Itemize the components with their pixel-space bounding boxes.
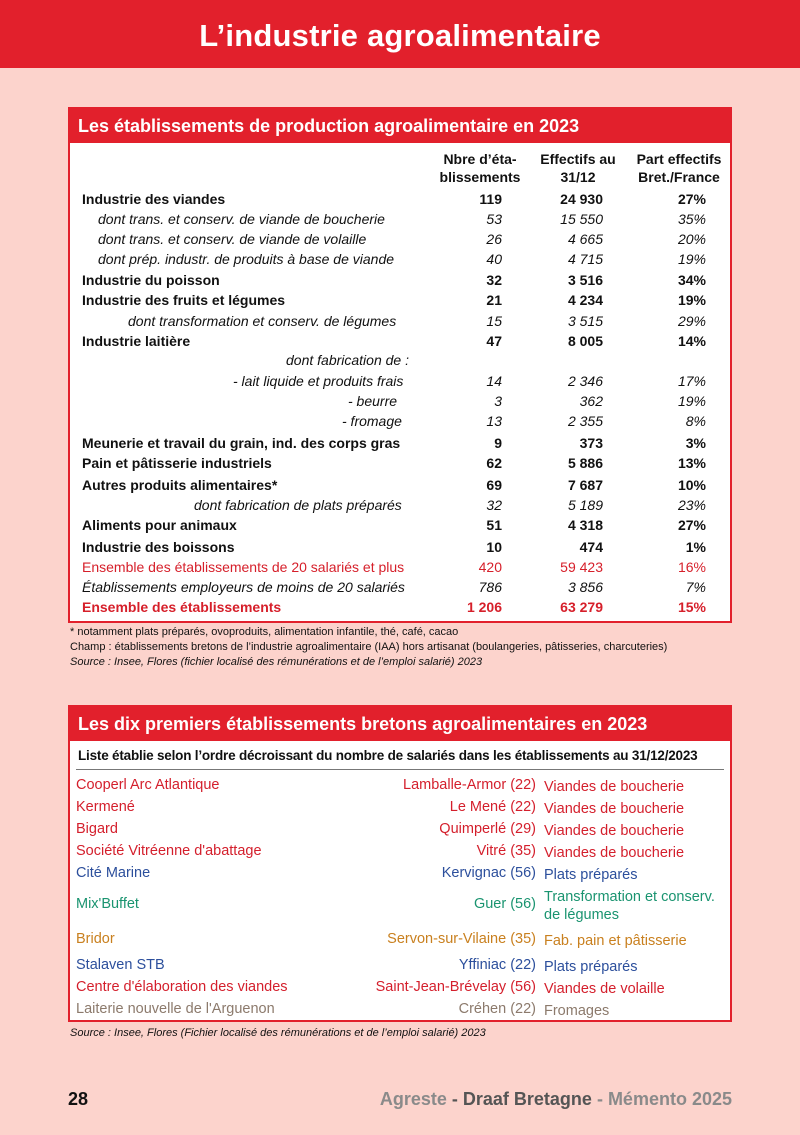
footer-sep-2: - bbox=[591, 1089, 608, 1109]
row-staff: 474 bbox=[579, 539, 603, 555]
row-establishments: 53 bbox=[486, 211, 502, 227]
top-ten-table bbox=[68, 705, 732, 1022]
top-ten-source: Source : Insee, Flores (Fichier localisé des rémunérations et de l’emploi salarié) 2023 bbox=[70, 1027, 486, 1039]
header-share-line1: Part effectifs bbox=[636, 151, 722, 167]
top-ten-subtitle: Liste établie selon l’ordre décroissant du nombre de salariés dans les établissements au 31/12/2023 bbox=[78, 748, 698, 763]
row-label: - beurre bbox=[348, 393, 398, 409]
row-label: Industrie laitière bbox=[82, 333, 191, 349]
row-establishments: 15 bbox=[486, 313, 502, 329]
footer-brand-agreste: Agreste bbox=[379, 1089, 447, 1109]
company-sector: Viandes de boucherie bbox=[544, 779, 685, 795]
row-label: Ensemble des établissements bbox=[82, 599, 282, 615]
row-staff: 63 279 bbox=[560, 599, 603, 615]
header-staff bbox=[528, 150, 628, 186]
row-establishments: 786 bbox=[478, 579, 502, 595]
row-label: dont fabrication de plats préparés bbox=[194, 497, 402, 513]
footer bbox=[68, 1089, 732, 1113]
row-share: 15% bbox=[677, 599, 706, 615]
row-label: Industrie des viandes bbox=[82, 191, 226, 207]
row-label: dont transformation et conserv. de légumes bbox=[128, 313, 397, 329]
row-establishments: 3 bbox=[494, 393, 502, 409]
company-name: Société Vitréenne d'abattage bbox=[76, 843, 262, 859]
row-label: Industrie du poisson bbox=[82, 272, 220, 288]
company-sector: Fromages bbox=[544, 1003, 610, 1019]
production-table-title: Les établissements de production agroalimentaire en 2023 bbox=[70, 109, 730, 143]
company-location: Créhen (22) bbox=[458, 1001, 536, 1017]
row-share: 23% bbox=[677, 497, 706, 513]
company-location: Lamballe-Armor (22) bbox=[403, 777, 536, 793]
company-location: Yffiniac (22) bbox=[458, 957, 536, 973]
company-name: Bigard bbox=[76, 821, 118, 837]
row-share: 16% bbox=[677, 559, 706, 575]
row-share: 19% bbox=[677, 292, 706, 308]
row-share: 19% bbox=[677, 251, 706, 267]
row-staff: 373 bbox=[579, 435, 603, 451]
company-location: Quimperlé (29) bbox=[439, 821, 536, 837]
row-establishments: 420 bbox=[478, 559, 502, 575]
row-staff: 15 550 bbox=[560, 211, 603, 227]
company-name: Cooperl Arc Atlantique bbox=[76, 777, 220, 793]
row-staff: 3 516 bbox=[567, 272, 603, 288]
header-establishments-line2: blissements bbox=[439, 169, 521, 185]
company-name: Bridor bbox=[76, 931, 115, 947]
company-sector: Fab. pain et pâtisserie bbox=[544, 933, 687, 949]
company-name: Mix'Buffet bbox=[76, 896, 139, 912]
company-name: Cité Marine bbox=[76, 865, 151, 881]
company-sector: Viandes de boucherie bbox=[544, 801, 685, 817]
company-sector: Viandes de boucherie bbox=[544, 823, 685, 839]
company-sector: Plats préparés bbox=[544, 959, 638, 975]
footer-brand bbox=[380, 1089, 732, 1110]
row-staff: 5 189 bbox=[567, 497, 603, 513]
note-scope: Champ : établissements bretons de l’industrie agroalimentaire (IAA) hors artisanat (boulangeries, pâtisseries, charcuteries) bbox=[70, 641, 668, 653]
row-staff: 5 886 bbox=[567, 455, 603, 471]
row-establishments: 69 bbox=[486, 477, 502, 493]
row-establishments: 32 bbox=[486, 272, 502, 288]
row-share: 19% bbox=[677, 393, 706, 409]
row-establishments: 13 bbox=[486, 413, 502, 429]
row-share: 7% bbox=[685, 579, 706, 595]
footer-sep-1: - bbox=[446, 1089, 463, 1109]
row-staff: 3 515 bbox=[567, 313, 603, 329]
company-name: Kermené bbox=[76, 799, 135, 815]
row-label: dont prép. industr. de produits à base de viande bbox=[98, 251, 395, 267]
company-sector: Viandes de boucherie bbox=[544, 845, 685, 861]
row-label: Établissements employeurs de moins de 20 salariés bbox=[82, 579, 405, 595]
company-location: Vitré (35) bbox=[476, 843, 536, 859]
row-staff: 24 930 bbox=[560, 191, 603, 207]
row-share: 1% bbox=[685, 539, 706, 555]
page-number: 28 bbox=[68, 1089, 89, 1109]
row-staff: 2 355 bbox=[567, 413, 603, 429]
row-staff: 4 318 bbox=[567, 517, 603, 533]
row-label: dont fabrication de : bbox=[286, 352, 409, 368]
row-share: 10% bbox=[677, 477, 706, 493]
row-establishments: 51 bbox=[486, 517, 502, 533]
company-sector: Viandes de volaille bbox=[544, 981, 665, 997]
row-establishments: 62 bbox=[486, 455, 502, 471]
row-share: 20% bbox=[677, 231, 706, 247]
row-label: Aliments pour animaux bbox=[82, 517, 237, 533]
row-label: Autres produits alimentaires* bbox=[82, 477, 278, 493]
row-establishments: 9 bbox=[494, 435, 502, 451]
company-name: Laiterie nouvelle de l'Arguenon bbox=[76, 1001, 275, 1017]
row-share: 17% bbox=[677, 373, 706, 389]
header-share-line2: Bret./France bbox=[638, 169, 720, 185]
row-label: Industrie des boissons bbox=[82, 539, 235, 555]
row-label: Industrie des fruits et légumes bbox=[82, 292, 286, 308]
row-share: 3% bbox=[685, 435, 706, 451]
subtitle-divider bbox=[76, 769, 724, 770]
company-name: Stalaven STB bbox=[76, 957, 165, 973]
row-staff: 4 665 bbox=[567, 231, 603, 247]
row-establishments: 14 bbox=[486, 373, 502, 389]
row-establishments: 26 bbox=[486, 231, 502, 247]
row-share: 14% bbox=[677, 333, 706, 349]
row-establishments: 47 bbox=[486, 333, 502, 349]
row-label: dont trans. et conserv. de viande de volaille bbox=[98, 231, 367, 247]
top-ten-table-title: Les dix premiers établissements bretons agroalimentaires en 2023 bbox=[70, 707, 730, 741]
row-share: 35% bbox=[677, 211, 706, 227]
company-location: Saint-Jean-Brévelay (56) bbox=[375, 979, 536, 995]
row-share: 27% bbox=[677, 517, 706, 533]
note-source: Source : Insee, Flores (fichier localisé des rémunérations et de l’emploi salarié) 2023 bbox=[70, 656, 483, 668]
header-staff-line2: 31/12 bbox=[560, 169, 596, 185]
header-staff-line1: Effectifs au bbox=[540, 151, 616, 167]
note-asterisk: * notamment plats préparés, ovoproduits, alimentation infantile, thé, café, cacao bbox=[70, 626, 459, 638]
row-label: - lait liquide et produits frais bbox=[233, 373, 404, 389]
footer-brand-memento: Mémento 2025 bbox=[607, 1089, 732, 1109]
page-title: L’industrie agroalimentaire bbox=[199, 18, 601, 53]
company-location: Guer (56) bbox=[473, 896, 536, 912]
row-establishments: 119 bbox=[479, 191, 502, 207]
row-share: 13% bbox=[677, 455, 706, 471]
row-label: Pain et pâtisserie industriels bbox=[82, 455, 272, 471]
row-staff: 59 423 bbox=[560, 559, 603, 575]
row-staff: 8 005 bbox=[567, 333, 603, 349]
footer-brand-draaf: Draaf Bretagne bbox=[462, 1089, 592, 1109]
row-staff: 362 bbox=[579, 393, 603, 409]
row-establishments: 1 206 bbox=[466, 599, 502, 615]
row-establishments: 21 bbox=[486, 292, 502, 308]
row-staff: 4 234 bbox=[567, 292, 603, 308]
row-staff: 7 687 bbox=[567, 477, 603, 493]
row-staff: 2 346 bbox=[567, 373, 603, 389]
row-label: Meunerie et travail du grain, ind. des corps gras bbox=[82, 435, 401, 451]
header-establishments-line1: Nbre d’éta- bbox=[443, 151, 517, 167]
header-establishments bbox=[420, 150, 540, 186]
row-label: dont trans. et conserv. de viande de boucherie bbox=[98, 211, 385, 227]
company-name: Centre d'élaboration des viandes bbox=[76, 979, 288, 995]
row-staff: 3 856 bbox=[567, 579, 603, 595]
production-table bbox=[68, 107, 732, 623]
row-share: 34% bbox=[677, 272, 706, 288]
row-staff: 4 715 bbox=[567, 251, 603, 267]
title-bar bbox=[0, 0, 800, 68]
company-location: Servon-sur-Vilaine (35) bbox=[387, 931, 536, 947]
company-location: Kervignac (56) bbox=[441, 865, 536, 881]
company-location: Le Mené (22) bbox=[449, 799, 536, 815]
row-establishments: 10 bbox=[486, 539, 502, 555]
company-sector: Plats préparés bbox=[544, 867, 638, 883]
header-share bbox=[628, 150, 730, 186]
company-sector: Transformation et conserv. de légumes bbox=[544, 889, 715, 923]
row-label: - fromage bbox=[342, 413, 402, 429]
row-share: 27% bbox=[677, 191, 706, 207]
row-share: 29% bbox=[677, 313, 706, 329]
production-table-notes bbox=[70, 625, 667, 670]
row-share: 8% bbox=[685, 413, 706, 429]
row-label: Ensemble des établissements de 20 salariés et plus bbox=[82, 559, 405, 575]
row-establishments: 40 bbox=[486, 251, 502, 267]
row-establishments: 32 bbox=[486, 497, 502, 513]
